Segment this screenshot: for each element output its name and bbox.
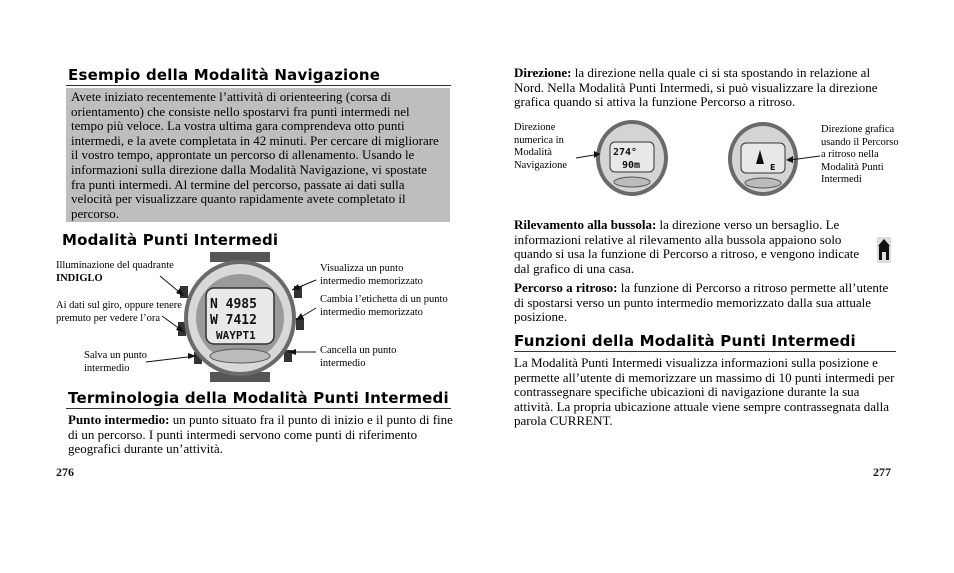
example-box bbox=[66, 88, 450, 222]
caption-numeric-direction: Direzione numerica in Modalità Navigazione bbox=[514, 122, 568, 171]
house-icon bbox=[876, 236, 892, 264]
direction-definition: Direzione: la direzione nella quale ci si sta spostando in relazione al Nord. Nella Modalità Punti Intermedi, si può visualizzare la direzione grafica quando si attiva la funzione Percorso a ritroso. bbox=[514, 65, 878, 110]
term-direction: Direzione: bbox=[514, 65, 572, 80]
label-save-waypoint: Salva un punto intermedio bbox=[84, 350, 147, 374]
watch-illustration bbox=[150, 252, 330, 382]
heading-rule bbox=[66, 408, 451, 409]
watch-display-line1: N 4985 bbox=[210, 297, 257, 312]
functions-text: La Modalità Punti Intermedi visualizza informazioni sulla posizione e permette all’utente di memorizzare un massimo di 10 punti intermedi per contrassegnare specifiche ubicazioni di navigazione durante la sua attività. La propria ubicazione attuale viene sempre contrassegnata dalla parola CURRENT. bbox=[514, 355, 895, 429]
label-lap-data: Ai dati sul giro, oppure tenere premuto per vedere l’ora bbox=[56, 300, 182, 324]
waypoint-definition bbox=[68, 413, 453, 457]
graphic-display-east: E bbox=[770, 163, 776, 172]
button-view bbox=[294, 286, 302, 298]
button-rename bbox=[296, 318, 304, 330]
button-indiglo bbox=[180, 286, 188, 298]
page-number-left: 276 bbox=[56, 465, 74, 479]
label-indiglo-light: Illuminazione del quadrante INDIGLO bbox=[56, 260, 174, 284]
heading-rule bbox=[66, 85, 451, 86]
section-heading-waypoint-mode: Modalità Punti Intermedi bbox=[62, 231, 279, 249]
label-view-waypoint: Visualizza un punto intermedio memorizzato bbox=[320, 263, 423, 287]
page-number-right: 277 bbox=[873, 465, 891, 479]
section-heading-terminology: Terminologia della Modalità Punti Intermedi bbox=[68, 389, 449, 407]
section-heading-navigation-example: Esempio della Modalità Navigazione bbox=[68, 66, 381, 84]
example-box-text: Avete iniziato recentemente l’attività di orienteering (corsa di orientamento) che consiste nello spostarvi fra punti intermedi nel tempo più veloce. La vostra ultima gara comprendeva otto punti intermedi, e la avete completata in 42 minuti. Per cercare di migliorare il vostro tempo, approntate un percorso di allenamento. Usando le informazioni sulla direzione dalla Modalità Navigazione, vi spostate fra punti intermedi. Al termine del percorso, passate ai dati sulla velocità per visualizzare quanto rapidamente avete completato il percorso. bbox=[71, 89, 439, 221]
watch-display-line2: W 7412 bbox=[210, 313, 257, 328]
section-heading-waypoint-functions: Funzioni della Modalità Punti Intermedi bbox=[514, 332, 856, 350]
label-rename-waypoint: Cambia l’etichetta di un punto intermedio memorizzato bbox=[320, 294, 448, 318]
watch-display-line3: WAYPT1 bbox=[216, 329, 256, 342]
label-delete-waypoint: Cancella un punto intermedio bbox=[320, 345, 397, 369]
heading-rule bbox=[514, 351, 896, 352]
callout-line-numeric bbox=[576, 150, 606, 162]
numeric-display-line2: 90m bbox=[622, 160, 641, 171]
term-bearing: Rilevamento alla bussola: bbox=[514, 217, 657, 232]
callout-line-graphic bbox=[784, 152, 822, 164]
term-backtrack: Percorso a ritroso: bbox=[514, 280, 618, 295]
backtrack-definition: Percorso a ritroso: la funzione di Percorso a ritroso permette all’utente di spostarsi verso un punto intermedio memorizzato dalla sua attuale posizione. bbox=[514, 280, 889, 325]
definition-text: un punto situato fra il punto di inizio e il punto di fine di un percorso. I punti intermedi servono come punti di riferimento geografici durante un’attività. bbox=[68, 412, 453, 457]
term-waypoint: Punto intermedio: bbox=[68, 412, 170, 427]
caption-graphic-direction: Direzione grafica usando il Percorso a ritroso nella Modalità Punti Intermedi bbox=[821, 124, 899, 186]
numeric-display-line1: 274° bbox=[613, 147, 638, 158]
bearing-definition: Rilevamento alla bussola: la direzione verso un bersaglio. Le informazioni relative al rilevamento alla bussola appaiono solo quando si usa la funzione di Percorso a ritroso, e vengono indicate dal grafico di una casa. bbox=[514, 217, 860, 276]
